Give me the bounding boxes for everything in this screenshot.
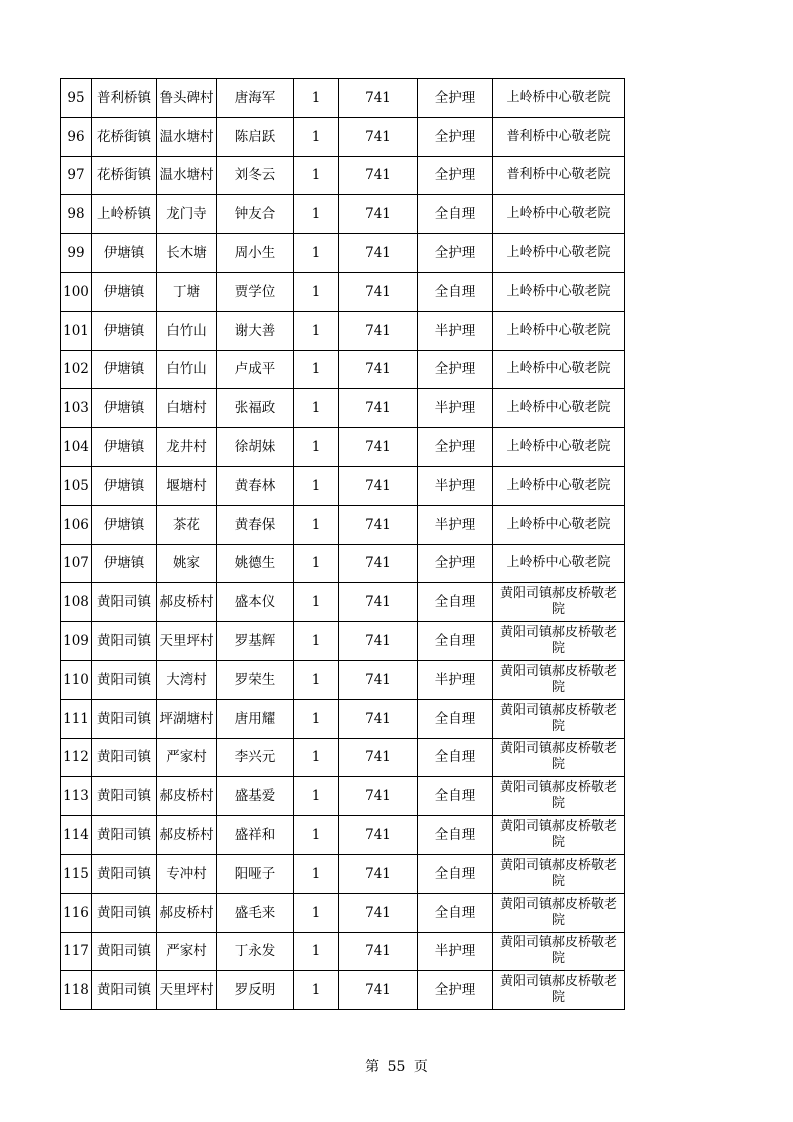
cell-care-level: 全自理: [418, 854, 493, 893]
cell-care-level: 全自理: [418, 272, 493, 311]
cell-person-name: 周小生: [217, 234, 294, 273]
cell-seq-number: 98: [61, 195, 92, 234]
table-row: [61, 389, 625, 428]
cell-count: 1: [294, 428, 339, 467]
cell-seq-number: 112: [61, 738, 92, 777]
cell-seq-number: 100: [61, 272, 92, 311]
cell-township: 黄阳司镇: [92, 777, 157, 816]
cell-institution: 黄阳司镇郝皮桥敬老院: [493, 622, 625, 661]
cell-count: 1: [294, 350, 339, 389]
cell-care-level: 全护理: [418, 428, 493, 467]
cell-amount: 741: [339, 660, 418, 699]
page-footer: [0, 1056, 793, 1076]
cell-seq-number: 110: [61, 660, 92, 699]
cell-village: 白塘村: [157, 389, 217, 428]
cell-care-level: 全自理: [418, 893, 493, 932]
cell-person-name: 卢成平: [217, 350, 294, 389]
cell-seq-number: 95: [61, 79, 92, 118]
cell-amount: 741: [339, 272, 418, 311]
cell-institution: 上岭桥中心敬老院: [493, 544, 625, 583]
page-label-prefix: 第: [365, 1059, 380, 1075]
cell-amount: 741: [339, 544, 418, 583]
cell-care-level: 半护理: [418, 505, 493, 544]
table-row: [61, 350, 625, 389]
cell-count: 1: [294, 893, 339, 932]
cell-amount: 741: [339, 466, 418, 505]
cell-village: 丁塘: [157, 272, 217, 311]
cell-amount: 741: [339, 311, 418, 350]
cell-township: 伊塘镇: [92, 272, 157, 311]
cell-amount: 741: [339, 156, 418, 195]
cell-institution: 黄阳司镇郝皮桥敬老院: [493, 893, 625, 932]
cell-care-level: 全护理: [418, 544, 493, 583]
cell-institution: 上岭桥中心敬老院: [493, 428, 625, 467]
cell-institution: 上岭桥中心敬老院: [493, 505, 625, 544]
cell-institution: 黄阳司镇郝皮桥敬老院: [493, 971, 625, 1010]
cell-person-name: 罗基辉: [217, 622, 294, 661]
cell-township: 黄阳司镇: [92, 699, 157, 738]
cell-count: 1: [294, 816, 339, 855]
cell-township: 花桥街镇: [92, 156, 157, 195]
cell-person-name: 唐海军: [217, 79, 294, 118]
cell-village: 大湾村: [157, 660, 217, 699]
cell-village: 堰塘村: [157, 466, 217, 505]
cell-care-level: 半护理: [418, 389, 493, 428]
cell-amount: 741: [339, 816, 418, 855]
cell-amount: 741: [339, 428, 418, 467]
cell-township: 黄阳司镇: [92, 854, 157, 893]
cell-institution: 黄阳司镇郝皮桥敬老院: [493, 777, 625, 816]
table-row: [61, 156, 625, 195]
cell-village: 郝皮桥村: [157, 816, 217, 855]
cell-count: 1: [294, 699, 339, 738]
cell-seq-number: 114: [61, 816, 92, 855]
cell-amount: 741: [339, 117, 418, 156]
page-number: 55: [387, 1059, 406, 1075]
cell-township: 黄阳司镇: [92, 738, 157, 777]
cell-seq-number: 102: [61, 350, 92, 389]
cell-count: 1: [294, 505, 339, 544]
cell-institution: 普利桥中心敬老院: [493, 117, 625, 156]
cell-count: 1: [294, 311, 339, 350]
cell-care-level: 半护理: [418, 466, 493, 505]
cell-person-name: 盛基爱: [217, 777, 294, 816]
table-row: [61, 428, 625, 467]
cell-count: 1: [294, 195, 339, 234]
cell-township: 黄阳司镇: [92, 932, 157, 971]
pension-roster-table: [60, 78, 625, 1010]
cell-person-name: 阳哑子: [217, 854, 294, 893]
cell-person-name: 丁永发: [217, 932, 294, 971]
cell-amount: 741: [339, 777, 418, 816]
cell-count: 1: [294, 272, 339, 311]
cell-person-name: 盛本仪: [217, 583, 294, 622]
cell-township: 伊塘镇: [92, 311, 157, 350]
cell-care-level: 半护理: [418, 311, 493, 350]
cell-seq-number: 97: [61, 156, 92, 195]
cell-institution: 上岭桥中心敬老院: [493, 195, 625, 234]
cell-seq-number: 115: [61, 854, 92, 893]
table-row: [61, 195, 625, 234]
cell-village: 郝皮桥村: [157, 893, 217, 932]
cell-person-name: 罗荣生: [217, 660, 294, 699]
table-row: [61, 893, 625, 932]
cell-count: 1: [294, 583, 339, 622]
cell-care-level: 全自理: [418, 738, 493, 777]
cell-seq-number: 101: [61, 311, 92, 350]
cell-township: 伊塘镇: [92, 234, 157, 273]
cell-seq-number: 99: [61, 234, 92, 273]
table-row: [61, 854, 625, 893]
cell-care-level: 全自理: [418, 816, 493, 855]
cell-village: 温水塘村: [157, 117, 217, 156]
cell-seq-number: 108: [61, 583, 92, 622]
cell-township: 黄阳司镇: [92, 893, 157, 932]
cell-township: 黄阳司镇: [92, 583, 157, 622]
table-row: [61, 234, 625, 273]
cell-count: 1: [294, 738, 339, 777]
cell-township: 黄阳司镇: [92, 622, 157, 661]
cell-care-level: 全护理: [418, 156, 493, 195]
cell-seq-number: 116: [61, 893, 92, 932]
cell-seq-number: 117: [61, 932, 92, 971]
cell-care-level: 全护理: [418, 79, 493, 118]
cell-village: 天里坪村: [157, 622, 217, 661]
cell-person-name: 谢大善: [217, 311, 294, 350]
cell-township: 花桥街镇: [92, 117, 157, 156]
cell-township: 伊塘镇: [92, 466, 157, 505]
cell-institution: 上岭桥中心敬老院: [493, 234, 625, 273]
cell-township: 普利桥镇: [92, 79, 157, 118]
cell-village: 龙门寺: [157, 195, 217, 234]
cell-amount: 741: [339, 971, 418, 1010]
cell-person-name: 唐用耀: [217, 699, 294, 738]
cell-village: 严家村: [157, 738, 217, 777]
cell-count: 1: [294, 389, 339, 428]
cell-township: 黄阳司镇: [92, 816, 157, 855]
cell-seq-number: 118: [61, 971, 92, 1010]
cell-village: 白竹山: [157, 350, 217, 389]
cell-institution: 黄阳司镇郝皮桥敬老院: [493, 699, 625, 738]
cell-count: 1: [294, 971, 339, 1010]
table-row: [61, 79, 625, 118]
cell-village: 姚家: [157, 544, 217, 583]
cell-count: 1: [294, 777, 339, 816]
cell-person-name: 张福政: [217, 389, 294, 428]
cell-village: 龙井村: [157, 428, 217, 467]
table-row: [61, 311, 625, 350]
table-row: [61, 622, 625, 661]
cell-care-level: 全自理: [418, 777, 493, 816]
cell-institution: 普利桥中心敬老院: [493, 156, 625, 195]
table-row: [61, 699, 625, 738]
cell-seq-number: 105: [61, 466, 92, 505]
table-row: [61, 738, 625, 777]
cell-person-name: 黄春保: [217, 505, 294, 544]
cell-village: 郝皮桥村: [157, 583, 217, 622]
cell-institution: 黄阳司镇郝皮桥敬老院: [493, 583, 625, 622]
cell-care-level: 全护理: [418, 971, 493, 1010]
cell-village: 郝皮桥村: [157, 777, 217, 816]
cell-count: 1: [294, 234, 339, 273]
cell-seq-number: 106: [61, 505, 92, 544]
cell-seq-number: 113: [61, 777, 92, 816]
cell-village: 温水塘村: [157, 156, 217, 195]
cell-institution: 上岭桥中心敬老院: [493, 79, 625, 118]
roster-body: [61, 79, 625, 1010]
table-row: [61, 932, 625, 971]
cell-care-level: 全护理: [418, 117, 493, 156]
cell-township: 伊塘镇: [92, 350, 157, 389]
cell-township: 伊塘镇: [92, 544, 157, 583]
cell-amount: 741: [339, 195, 418, 234]
cell-person-name: 陈启跃: [217, 117, 294, 156]
table-row: [61, 583, 625, 622]
cell-seq-number: 109: [61, 622, 92, 661]
cell-amount: 741: [339, 583, 418, 622]
cell-count: 1: [294, 466, 339, 505]
cell-person-name: 罗反明: [217, 971, 294, 1010]
cell-institution: 上岭桥中心敬老院: [493, 389, 625, 428]
cell-amount: 741: [339, 350, 418, 389]
table-row: [61, 816, 625, 855]
cell-count: 1: [294, 854, 339, 893]
cell-amount: 741: [339, 389, 418, 428]
cell-amount: 741: [339, 932, 418, 971]
cell-amount: 741: [339, 699, 418, 738]
cell-institution: 黄阳司镇郝皮桥敬老院: [493, 816, 625, 855]
cell-amount: 741: [339, 234, 418, 273]
cell-care-level: 全护理: [418, 350, 493, 389]
cell-township: 伊塘镇: [92, 505, 157, 544]
cell-institution: 上岭桥中心敬老院: [493, 272, 625, 311]
table-row: [61, 117, 625, 156]
cell-seq-number: 107: [61, 544, 92, 583]
cell-village: 严家村: [157, 932, 217, 971]
cell-institution: 上岭桥中心敬老院: [493, 350, 625, 389]
cell-care-level: 全自理: [418, 195, 493, 234]
cell-amount: 741: [339, 79, 418, 118]
cell-count: 1: [294, 660, 339, 699]
cell-count: 1: [294, 79, 339, 118]
cell-amount: 741: [339, 893, 418, 932]
cell-care-level: 全自理: [418, 622, 493, 661]
table-row: [61, 660, 625, 699]
cell-village: 天里坪村: [157, 971, 217, 1010]
cell-person-name: 刘冬云: [217, 156, 294, 195]
cell-institution: 黄阳司镇郝皮桥敬老院: [493, 932, 625, 971]
cell-amount: 741: [339, 505, 418, 544]
cell-village: 鲁头碑村: [157, 79, 217, 118]
cell-care-level: 半护理: [418, 932, 493, 971]
table-row: [61, 544, 625, 583]
cell-seq-number: 103: [61, 389, 92, 428]
cell-count: 1: [294, 622, 339, 661]
cell-seq-number: 96: [61, 117, 92, 156]
cell-count: 1: [294, 117, 339, 156]
cell-village: 专冲村: [157, 854, 217, 893]
cell-seq-number: 104: [61, 428, 92, 467]
cell-person-name: 钟友合: [217, 195, 294, 234]
cell-care-level: 全自理: [418, 583, 493, 622]
cell-township: 上岭桥镇: [92, 195, 157, 234]
cell-person-name: 徐胡妹: [217, 428, 294, 467]
cell-village: 坪湖塘村: [157, 699, 217, 738]
cell-township: 伊塘镇: [92, 428, 157, 467]
cell-village: 长木塘: [157, 234, 217, 273]
page-label-suffix: 页: [413, 1059, 428, 1075]
cell-township: 黄阳司镇: [92, 660, 157, 699]
cell-amount: 741: [339, 622, 418, 661]
cell-care-level: 全护理: [418, 234, 493, 273]
cell-person-name: 黄春林: [217, 466, 294, 505]
cell-count: 1: [294, 932, 339, 971]
cell-institution: 上岭桥中心敬老院: [493, 311, 625, 350]
cell-institution: 黄阳司镇郝皮桥敬老院: [493, 854, 625, 893]
cell-institution: 黄阳司镇郝皮桥敬老院: [493, 738, 625, 777]
cell-amount: 741: [339, 738, 418, 777]
cell-township: 黄阳司镇: [92, 971, 157, 1010]
cell-village: 白竹山: [157, 311, 217, 350]
cell-amount: 741: [339, 854, 418, 893]
cell-seq-number: 111: [61, 699, 92, 738]
table-row: [61, 777, 625, 816]
cell-person-name: 盛祥和: [217, 816, 294, 855]
cell-institution: 上岭桥中心敬老院: [493, 466, 625, 505]
cell-village: 茶花: [157, 505, 217, 544]
table-row: [61, 272, 625, 311]
cell-person-name: 盛毛来: [217, 893, 294, 932]
cell-care-level: 全自理: [418, 699, 493, 738]
cell-person-name: 李兴元: [217, 738, 294, 777]
cell-count: 1: [294, 156, 339, 195]
cell-care-level: 半护理: [418, 660, 493, 699]
cell-institution: 黄阳司镇郝皮桥敬老院: [493, 660, 625, 699]
cell-township: 伊塘镇: [92, 389, 157, 428]
cell-person-name: 姚德生: [217, 544, 294, 583]
cell-person-name: 贾学位: [217, 272, 294, 311]
table-row: [61, 466, 625, 505]
cell-count: 1: [294, 544, 339, 583]
table-row: [61, 505, 625, 544]
table-row: [61, 971, 625, 1010]
